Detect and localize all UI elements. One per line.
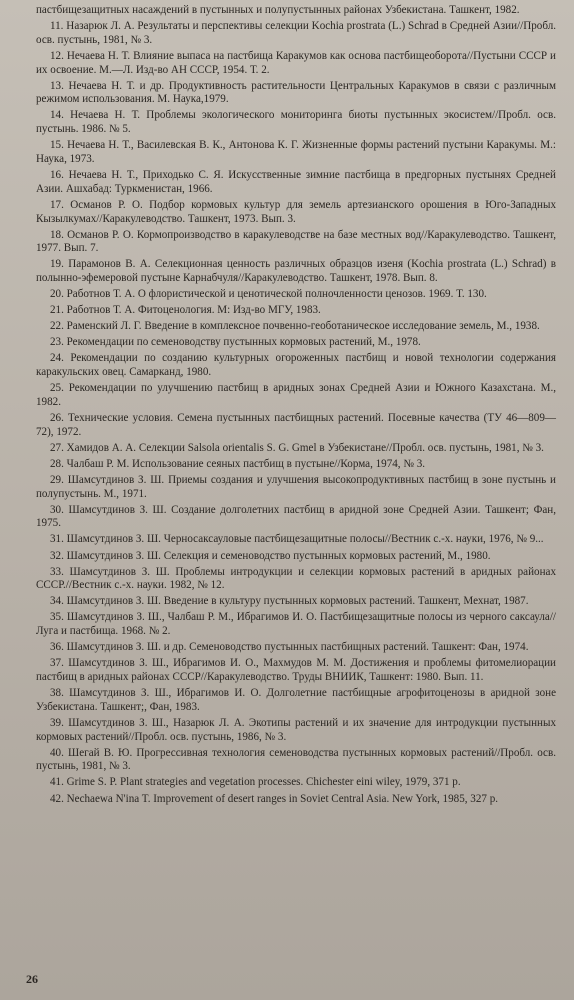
- bibliography-entry: 39. Шамсутдинов З. Ш., Назарюк Л. А. Экотипы растений и их значение для интродукции пустынных кормовых растений//Пробл. осв. пустынь, 1986, № 3.: [36, 716, 556, 743]
- bibliography-entry: 16. Нечаева Н. Т., Приходько С. Я. Искусственные зимние пастбища в предгорных пустынях Средней Азии. Ашхабад: Туркменистан, 1966.: [36, 169, 556, 195]
- page-number: 26: [26, 972, 38, 986]
- bibliography-entry: 21. Работнов Т. А. Фитоценология. М: Изд-во МГУ, 1983.: [50, 304, 321, 317]
- bibliography-list: [36, 4, 556, 809]
- bibliography-entry: 31. Шамсутдинов З. Ш. Черносаксауловые пастбищезащитные полосы//Вестник с.-х. науки, 1976, № 9...: [50, 533, 544, 546]
- bibliography-entry: 20. Работнов Т. А. О флористической и ценотической полночленности ценозов. 1969. Т. 130.: [50, 288, 487, 301]
- bibliography-entry: 25. Рекомендации по улучшению пастбищ в аридных зонах Средней Азии и Южного Казахстана. М., 1982.: [36, 382, 556, 408]
- bibliography-entry: 40. Шегай В. Ю. Прогрессивная технология семеноводства пустынных кормовых растений//Пробл. осв. пустынь, 1981, № 3.: [36, 746, 556, 773]
- bibliography-entry: 23. Рекомендации по семеноводству пустынных кормовых растений, М., 1978.: [50, 336, 421, 349]
- bibliography-entry: пастбищезащитных насаждений в пустынных и полупустынных районах Узбекистана. Ташкент, 1982.: [36, 4, 520, 16]
- bibliography-entry: 26. Технические условия. Семена пустынных пастбищных растений. Посевные качества (ТУ 46—809—72), 1972.: [36, 412, 556, 438]
- bibliography-entry: 27. Хамидов А. А. Селекции Salsola orientalis S. G. Gmel в Узбекистане//Пробл. осв. пустынь, 1981, № 3.: [50, 441, 544, 454]
- bibliography-entry: 32. Шамсутдинов З. Ш. Селекция и семеноводство пустынных кормовых растений, М., 1980.: [50, 549, 491, 562]
- bibliography-entry: 41. Grime S. P. Plant strategies and vegetation processes. Chichester eini wiley, 1979, 371 p.: [50, 776, 461, 789]
- bibliography-entry: 29. Шамсутдинов З. Ш. Приемы создания и улучшения высокопродуктивных пастбищ в зоне пустынь и полупустынь. М., 1971.: [36, 473, 556, 500]
- bibliography-entry: 15. Нечаева Н. Т., Василевская В. К., Антонова К. Г. Жизненные формы растений пустыни Каракумы. М.: Наука, 1973.: [36, 139, 556, 165]
- bibliography-entry: 35. Шамсутдинов З. Ш., Чалбаш Р. М., Ибрагимов И. О. Пастбищезащитные полосы из черного саксаула//Луга и пастбища. 1968. № 2.: [36, 611, 556, 638]
- bibliography-entry: 24. Рекомендации по созданию культурных огороженных пастбищ и новой технологии содержания каракульских овец. Самарканд, 1980.: [36, 352, 556, 379]
- bibliography-entry: 13. Нечаева Н. Т. и др. Продуктивность растительности Центральных Каракумов в связи с различным режимом использования. М. Наука,1979.: [36, 79, 556, 106]
- bibliography-entry: 42. Nechaewa N'ina T. Improvement of desert ranges in Soviet Central Asia. New York, 1985, 327 p.: [50, 792, 499, 805]
- bibliography-entry: 33. Шамсутдинов З. Ш. Проблемы интродукции и селекции кормовых растений в аридных районах СССР.//Вестник с.-х. науки. 1982, № 12.: [36, 565, 556, 592]
- bibliography-entry: 14. Нечаева Н. Т. Проблемы экологического мониторинга биоты пустынных экосистем//Пробл. осв. пустынь. 1986. № 5.: [36, 109, 556, 136]
- bibliography-entry: 11. Назарюк Л. А. Результаты и перспективы селекции Kochia prostrata (L.) Schrad в Средней Азии//Пробл. осв. пустынь, 1981, № 3.: [36, 20, 556, 46]
- bibliography-entry: 22. Раменский Л. Г. Введение в комплексное почвенно-геоботаническое исследование земель, М., 1938.: [50, 320, 540, 333]
- bibliography-entry: 28. Чалбаш Р. М. Использование сеяных пастбищ в пустыне//Корма, 1974, № 3.: [50, 457, 426, 470]
- bibliography-entry: 34. Шамсутдинов З. Ш. Введение в культуру пустынных кормовых растений. Ташкент, Мехнат, 1987.: [50, 595, 529, 608]
- bibliography-entry: 19. Парамонов В. А. Селекционная ценность различных образцов изеня (Kochia prostrata (L.) Schrad) в полынно-эфемеровой пустыне Карнабчуля//Каракулеводство. Ташкент, 1978. Вып. 8.: [36, 258, 556, 285]
- bibliography-entry: 37. Шамсутдинов З. Ш., Ибрагимов И. О., Махмудов М. М. Достижения и проблемы фитомелиорации пастбищ в аридных районах СССР//Каракулеводство. Труды ВНИИК, Ташкент: 1980. Вып. 11.: [36, 657, 556, 684]
- bibliography-entry: 30. Шамсутдинов З. Ш. Создание долголетних пастбищ в аридной зоне Средней Азии. Ташкент; Фан, 1975.: [36, 503, 556, 530]
- bibliography-entry: 17. Османов Р. О. Подбор кормовых культур для земель артезианского орошения в Юго-Западных Кызылкумах//Каракулеводство. Ташкент, 1973. Вып. 3.: [36, 198, 556, 225]
- bibliography-entry: 36. Шамсутдинов З. Ш. и др. Семеноводство пустынных пастбищных растений. Ташкент: Фан, 1974.: [50, 641, 529, 654]
- bibliography-entry: 18. Османов Р. О. Кормопроизводство в каракулеводстве на базе местных вод//Каракулеводство. Ташкент, 1977. Вып. 7.: [36, 228, 556, 255]
- bibliography-entry: 38. Шамсутдинов З. Ш., Ибрагимов И. О. Долголетние пастбищные агрофитоценозы в аридной зоне Узбекистана. Ташкент;, Фан, 1983.: [36, 687, 556, 713]
- bibliography-entry: 12. Нечаева Н. Т. Влияние выпаса на пастбища Каракумов как основа пастбищеоборота//Пустыни СССР и их освоение. М.—Л. Изд-во АН СССР, 1954. Т. 2.: [36, 49, 556, 76]
